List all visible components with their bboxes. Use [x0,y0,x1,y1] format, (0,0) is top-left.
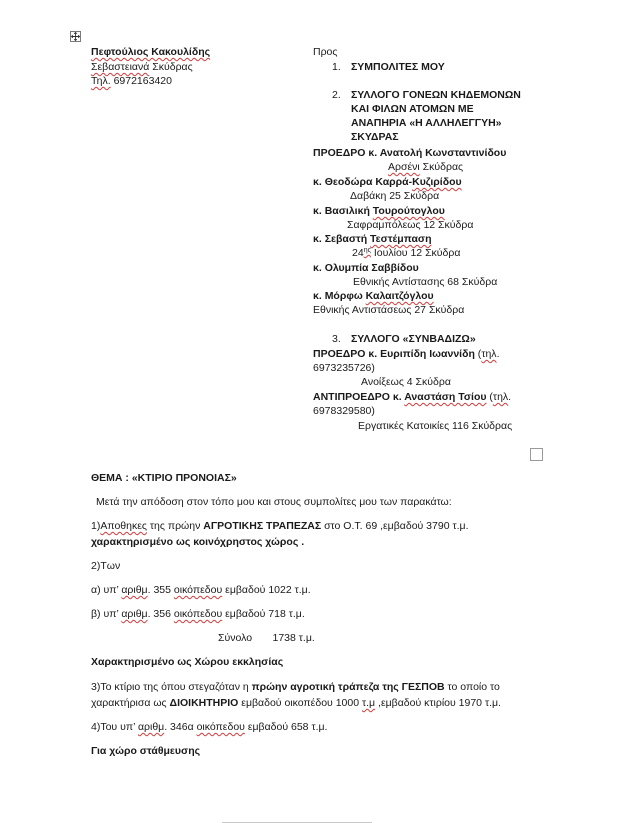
recipient-association-line: ΚΑΙ ΦΙΛΩΝ ΑΤΟΜΩΝ ΜΕ [351,103,474,115]
to-label: Προς [313,46,338,58]
item-1-characterization: χαρακτηρισμένο ως κοινόχρηστος χώρος . [91,536,305,548]
association-president-address: Ανοίξεως 4 Σκύδρα [361,376,451,388]
association-president: ΠΡΟΕΔΡΟ κ. Ευριπίδη Ιωαννίδη (τηλ. [313,348,500,360]
member-name: κ. Βασιλική Τουρούτογλου [313,205,445,217]
intro-paragraph: Μετά την απόδοση στον τόπο μου και στους συμπολίτες μου των παρακάτω: [96,496,452,508]
item-2-total: Σύνολο 1738 τ.μ. [218,632,315,644]
item-2-heading: 2)Των [91,560,121,572]
subject-line: ΘΕΜΑ : «ΚΤΙΡΙΟ ΠΡΟΝΟΙΑΣ» [91,472,237,484]
president-address: Αρσένι Σκύδρας [388,161,464,173]
item-3-line-2: χαρακτήρισα ως ΔΙΟΙΚΗΤΗΡΙΟ εμβαδού οικοπέδου 1000 τ.μ ,εμβαδού κτιρίου 1970 τ.μ. [91,697,501,709]
recipient-number: 3. [332,333,341,345]
table-move-handle-icon[interactable] [70,31,81,42]
member-address: Εθνικής Αντιστάσεως 27 Σκύδρα [313,304,465,316]
item-2-characterization: Χαρακτηρισμένο ως Χώρου εκκλησίας [91,656,284,668]
recipient-number: 1. [332,61,341,73]
member-address: Δαβάκη 25 Σκύδρα [350,190,440,202]
sender-phone: Τηλ. 6972163420 [91,75,172,87]
association-vice-president: ΑΝΤΙΠΡΟΕΔΡΟ κ. Αναστάση Τσίου (τηλ. [313,391,512,403]
sender-name: Πεφτούλιος Κακουλίδης [91,46,211,58]
association-vice-president-address: Εργατικές Κατοικίες 116 Σκύδρας [358,420,513,432]
member-name: κ. Μόρφω Καλαιτζόγλου [313,290,434,302]
member-address: Σαφραμπόλεως 12 Σκύδρα [347,219,474,231]
item-4-line: 4)Του υπ’ αριθμ. 346α οικόπεδου εμβαδού 658 τ.μ. [91,721,328,733]
recipient-association-line: ΣΥΛΛΟΓΟ ΓΟΝΕΩΝ ΚΗΔΕΜΟΝΩΝ [351,89,521,101]
recipient-citizens: ΣΥΜΠΟΛΙΤΕΣ ΜΟΥ [351,61,445,73]
member-name: κ. Θεοδώρα Καρρά-Κυζιρίδου [313,176,462,188]
recipient-association: ΣΥΛΛΟΓΟ «ΣΥΝΒΑΔΙΖΩ» [351,333,476,345]
recipient-association-line: ΣΚΥΔΡΑΣ [351,131,399,143]
recipient-association-line: ΑΝΑΠΗΡΙΑ «Η ΑΛΛΗΛΕΓΓΥΗ» [351,117,502,129]
member-name: κ. Ολυμπία Σαββίδου [313,262,419,274]
member-address: Εθνικής Αντίστασης 68 Σκύδρα [353,276,498,288]
president-name: ΠΡΟΕΔΡΟ κ. Ανατολή Κωνσταντινίδου [313,147,507,159]
item-2b-line: β) υπ’ αριθμ. 356 οικόπεδου εμβαδού 718 τ.μ. [91,608,305,620]
association-vice-president-phone: 6978329580) [313,405,375,417]
text-box-handle[interactable] [530,448,543,461]
sender-address: Σεβαστειανά Σκύδρας [91,61,193,73]
association-president-phone: 6973235726) [313,362,375,374]
member-name: κ. Σεβαστή Τεστέμπαση [313,233,432,245]
item-2a-line: α) υπ’ αριθμ. 355 οικόπεδου εμβαδού 1022 τ.μ. [91,584,311,596]
recipient-number: 2. [332,89,341,101]
item-4-characterization: Για χώρο στάθμευσης [91,745,201,757]
item-3-line: 3)Το κτίριο της όπου στεγαζόταν η πρώην αγροτική τράπεζα της ΓΕΣΠΟΒ το οποίο το [91,681,500,693]
item-1-line: 1)Αποθηκες της πρώην ΑΓΡΟΤΙΚΗΣ ΤΡΑΠΕΖΑΣ στο Ο.Τ. 69 ,εμβαδού 3790 τ.μ. [91,520,469,532]
member-address: $24^{\eta\varsigma}$ Ιουλίου 12 Σκύδρα [352,247,461,259]
